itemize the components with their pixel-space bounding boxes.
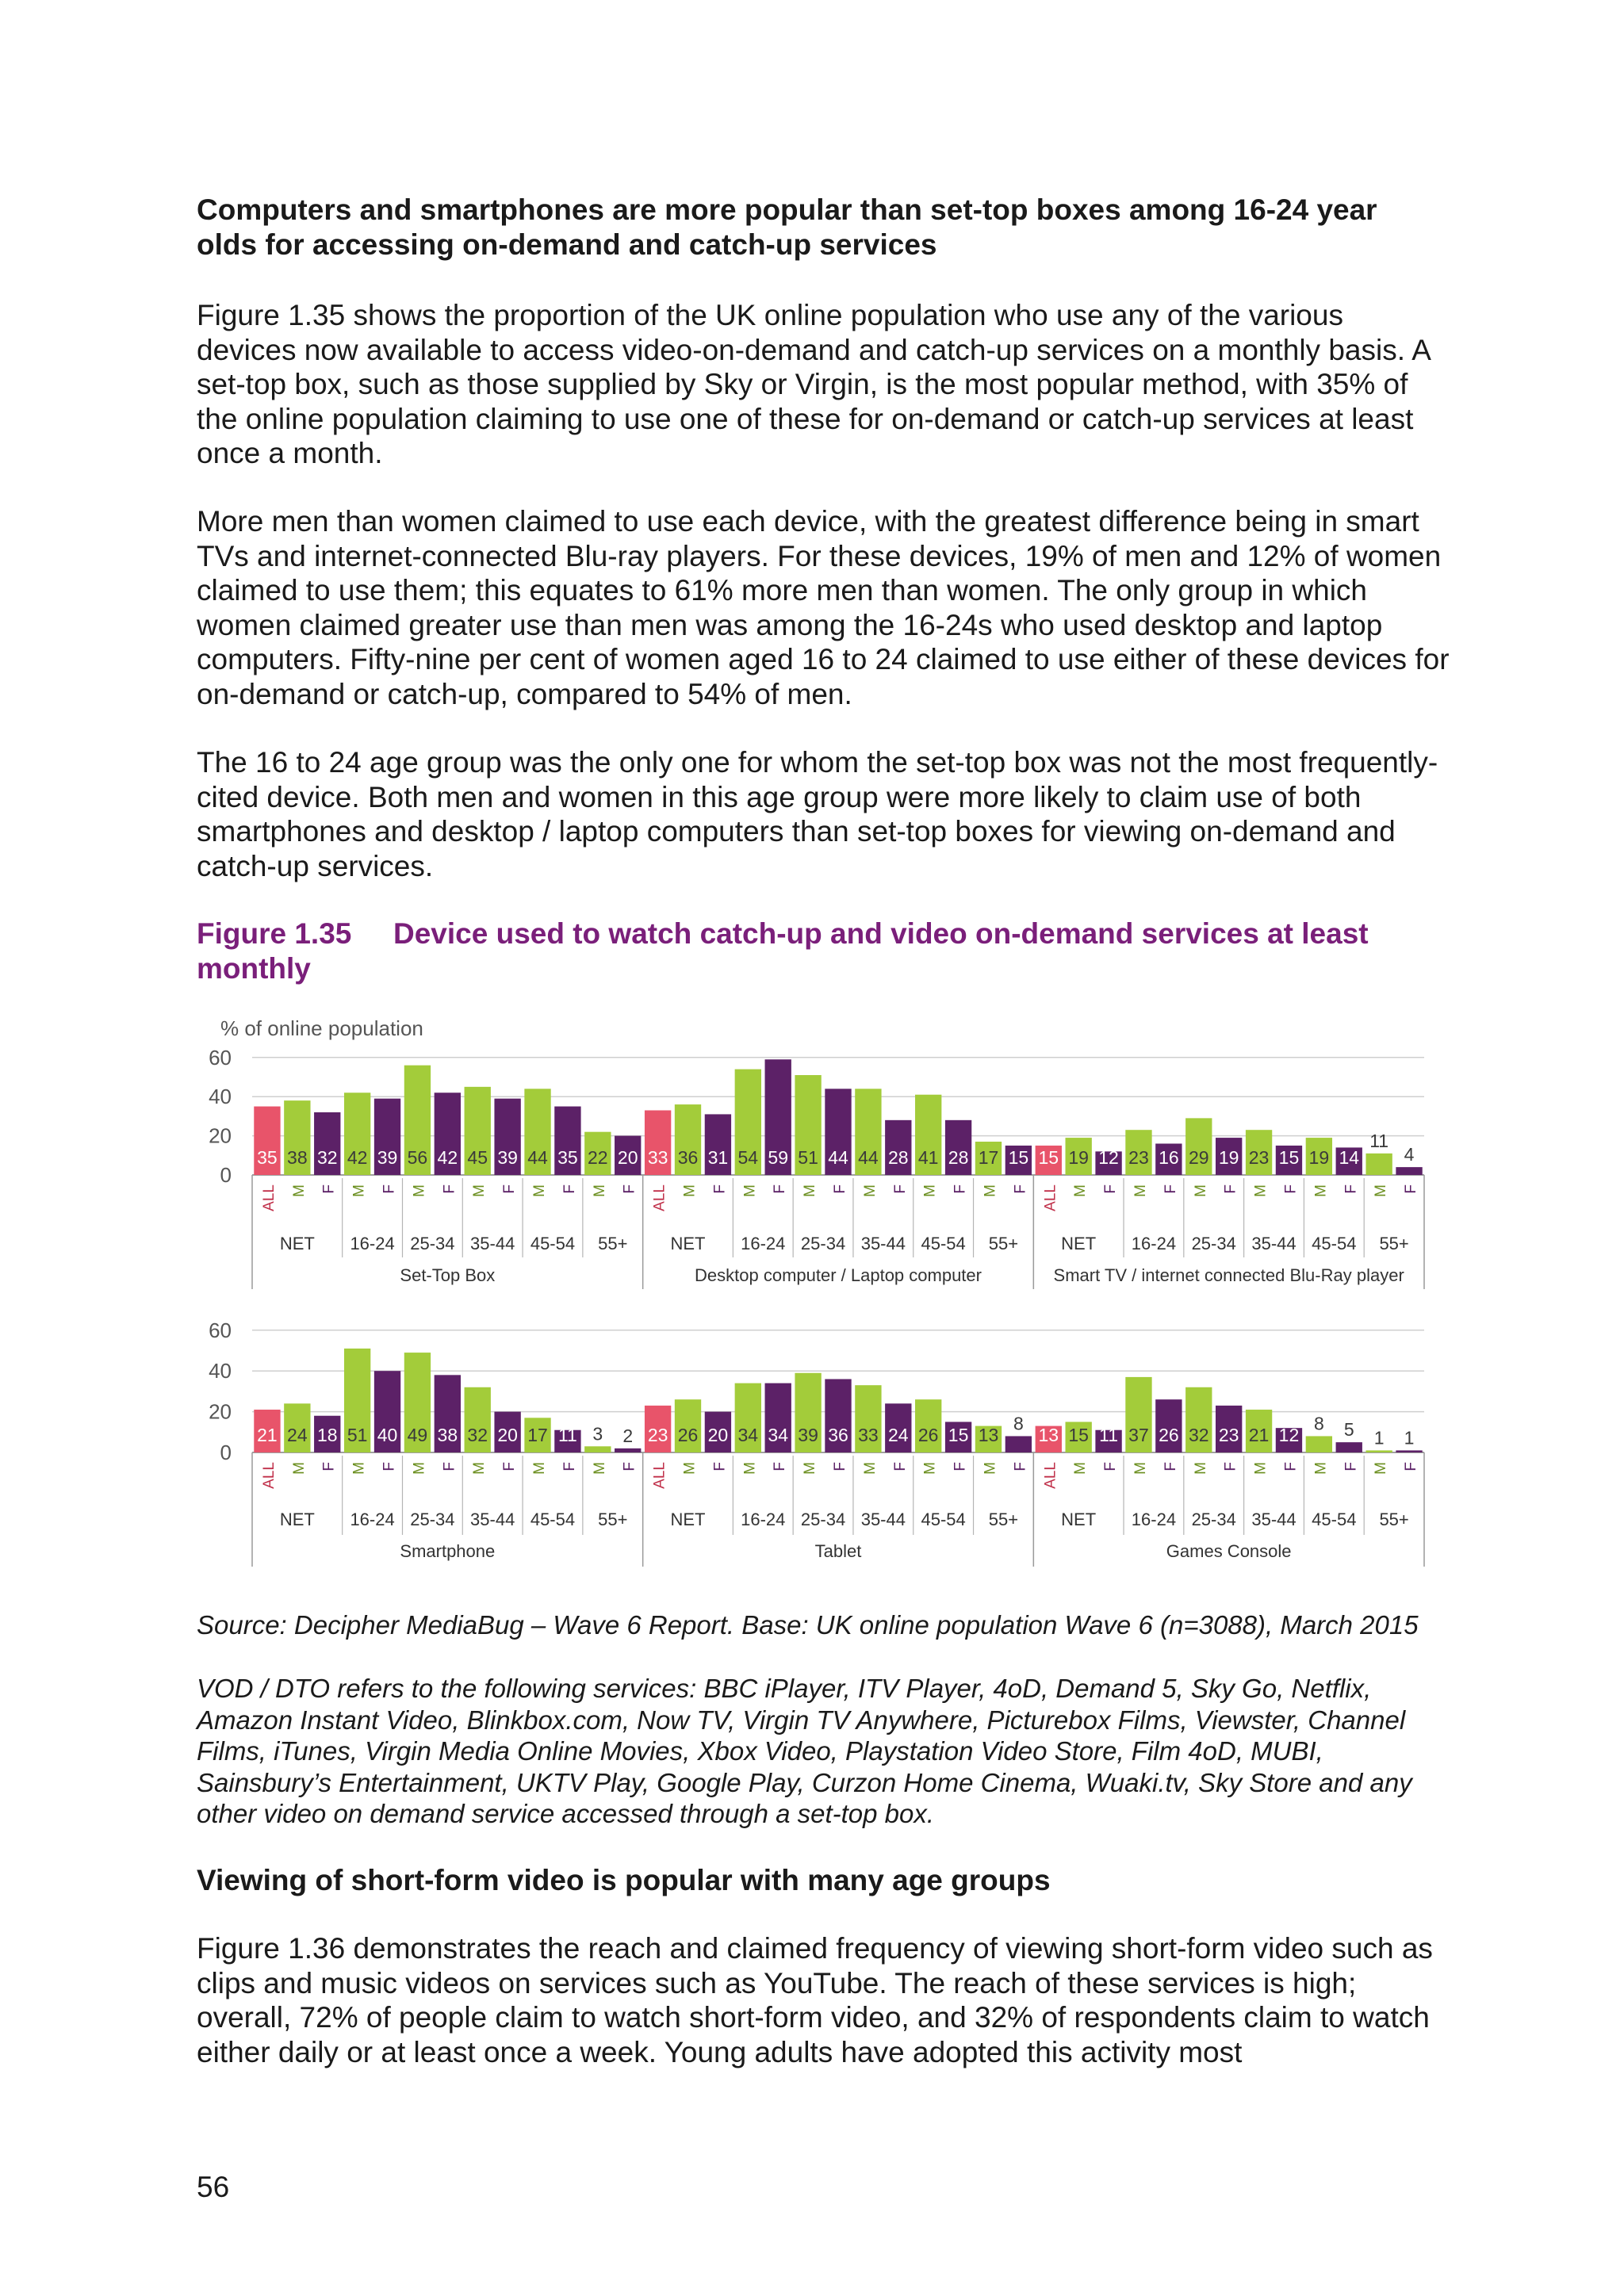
data-label: 24 xyxy=(887,1425,909,1445)
data-label: 56 xyxy=(407,1147,428,1168)
bar-category-label: F xyxy=(1222,1184,1239,1194)
age-group-label: 45-54 xyxy=(1312,1234,1357,1253)
data-label: 26 xyxy=(677,1425,699,1445)
bar-category-label: M xyxy=(471,1462,488,1475)
data-label: 19 xyxy=(1068,1147,1089,1168)
y-tick-label: 40 xyxy=(209,1085,232,1109)
data-label: 38 xyxy=(437,1425,458,1445)
age-group-label: 45-54 xyxy=(921,1234,966,1253)
bar-category-label: M xyxy=(1132,1462,1149,1475)
data-label: 32 xyxy=(1188,1425,1209,1445)
bar-category-label: F xyxy=(441,1184,458,1194)
bar-category-label: M xyxy=(681,1462,699,1475)
data-label: 19 xyxy=(1308,1147,1330,1168)
bar-category-label: ALL xyxy=(260,1462,278,1489)
data-label: 23 xyxy=(1248,1147,1270,1168)
chart-svg xyxy=(197,1007,1434,1292)
age-group-label: 25-34 xyxy=(800,1510,846,1529)
data-label: 36 xyxy=(828,1425,848,1445)
bar-category-label: ALL xyxy=(1042,1184,1059,1211)
y-tick-label: 20 xyxy=(209,1399,232,1424)
data-label: 51 xyxy=(347,1425,368,1445)
bar-category-label: F xyxy=(381,1462,398,1471)
bar-category-label: M xyxy=(1373,1462,1390,1475)
data-label: 15 xyxy=(948,1425,969,1445)
age-group-label: NET xyxy=(670,1510,706,1529)
data-label: 8 xyxy=(1013,1413,1024,1434)
data-label: 51 xyxy=(798,1147,818,1168)
bar-category-label: F xyxy=(891,1462,909,1471)
bar-category-label: M xyxy=(861,1184,879,1197)
data-label: 13 xyxy=(1038,1425,1059,1445)
data-label: 38 xyxy=(287,1147,308,1168)
data-label: 8 xyxy=(1313,1413,1324,1434)
age-group-label: 25-34 xyxy=(1191,1234,1236,1253)
bar-category-label: M xyxy=(681,1184,699,1197)
age-group-label: 25-34 xyxy=(800,1234,846,1253)
bar-category-label: M xyxy=(411,1184,428,1197)
bar-category-label: M xyxy=(1312,1462,1330,1475)
age-group-label: 35-44 xyxy=(1251,1234,1297,1253)
bar-category-label: F xyxy=(561,1462,578,1471)
bar-category-label: F xyxy=(952,1462,969,1471)
bar-category-label: F xyxy=(1342,1462,1360,1471)
bar-category-label: M xyxy=(982,1462,999,1475)
bar-category-label: F xyxy=(832,1184,848,1194)
bar-category-label: F xyxy=(501,1184,519,1194)
age-group-label: 16-24 xyxy=(741,1510,786,1529)
bar-category-label: F xyxy=(621,1462,638,1471)
age-group-label: 55+ xyxy=(598,1234,628,1253)
data-label: 4 xyxy=(1404,1144,1415,1165)
body-paragraph: The 16 to 24 age group was the only one for whom the set-top box was not the most frequently-cited device. Both men and women in this age group were more likely to claim use of both smartphones and desktop / laptop computers than set-top boxes for viewing on-demand and catch-up services. xyxy=(197,746,1438,882)
data-label: 15 xyxy=(1278,1147,1300,1168)
bar-category-label: M xyxy=(1252,1184,1270,1197)
data-label: 26 xyxy=(917,1425,939,1445)
data-label: 36 xyxy=(677,1147,699,1168)
bar-category-label: F xyxy=(1012,1462,1029,1471)
data-label: 26 xyxy=(1159,1425,1179,1445)
body-paragraph: More men than women claimed to use each device, with the greatest difference being in smart TVs and internet-connected Blu-ray players. For these devices, 19% of men and 12% of women claimed to use them; this equates to 61% more men than women. The only group in which women claimed greater use than men was among the 16-24s who used desktop and laptop computers. Fifty-nine per cent of women aged 16 to 24 claimed to use either of these devices for on-demand or catch-up, compared to 54% of men. xyxy=(197,505,1450,710)
data-label: 34 xyxy=(768,1425,789,1445)
age-group-label: 35-44 xyxy=(860,1234,906,1253)
age-group-label: 25-34 xyxy=(410,1510,455,1529)
data-label: 17 xyxy=(978,1147,999,1168)
bar xyxy=(1396,1450,1422,1452)
data-label: 12 xyxy=(1278,1425,1300,1445)
bar-category-label: M xyxy=(591,1184,608,1197)
bar-category-label: M xyxy=(1192,1184,1209,1197)
data-label: 32 xyxy=(467,1425,488,1445)
data-label: 34 xyxy=(737,1425,759,1445)
y-axis-label: % of online population xyxy=(220,1016,423,1040)
figure-number: Figure 1.35 xyxy=(197,917,352,950)
bar-category-label: F xyxy=(1102,1184,1120,1194)
data-label: 11 xyxy=(557,1425,577,1445)
data-label: 20 xyxy=(707,1425,729,1445)
bar-category-label: M xyxy=(1132,1184,1149,1197)
age-group-label: 16-24 xyxy=(350,1234,395,1253)
bar-category-label: M xyxy=(290,1462,308,1475)
device-label: Smartphone xyxy=(400,1541,496,1561)
bar-category-label: F xyxy=(952,1184,969,1194)
bar-chart-top xyxy=(197,1007,1434,1292)
data-label: 35 xyxy=(257,1147,278,1168)
bar-category-label: F xyxy=(832,1462,848,1471)
bar-category-label: M xyxy=(350,1462,368,1475)
age-group-label: 16-24 xyxy=(1131,1234,1177,1253)
bar xyxy=(1306,1436,1332,1452)
body-paragraph: Figure 1.35 shows the proportion of the UK online population who use any of the various devices now available to access video-on-demand and catch-up services on a monthly basis. A set-top box, such as those supplied by Sky or Virgin, is the most popular method, with 35% of the online population claiming to use one of these for on-demand or catch-up services at least once a month. xyxy=(197,299,1430,469)
data-label: 15 xyxy=(1038,1147,1059,1168)
data-label: 23 xyxy=(647,1425,668,1445)
bar-category-label: F xyxy=(1162,1462,1179,1471)
bar-category-label: M xyxy=(802,1184,819,1197)
data-label: 19 xyxy=(1218,1147,1239,1168)
bar-category-label: M xyxy=(741,1184,759,1197)
bar-category-label: F xyxy=(772,1184,789,1194)
device-label: Tablet xyxy=(814,1541,862,1561)
age-group-label: NET xyxy=(670,1234,706,1253)
data-label: 17 xyxy=(527,1425,548,1445)
data-label: 39 xyxy=(377,1147,398,1168)
bar-category-label: F xyxy=(1222,1462,1239,1471)
bar-category-label: F xyxy=(772,1462,789,1471)
bar-category-label: M xyxy=(921,1462,939,1475)
bar-category-label: M xyxy=(802,1462,819,1475)
figure-title xyxy=(197,916,1434,986)
bar-category-label: F xyxy=(320,1184,338,1194)
age-group-label: 55+ xyxy=(598,1510,628,1529)
data-label: 21 xyxy=(257,1425,278,1445)
data-label: 23 xyxy=(1218,1425,1239,1445)
vod-note: VOD / DTO refers to the following services: BBC iPlayer, ITV Player, 4oD, Demand 5, Sky Go, Netflix, Amazon Instant Video, Blinkbox.com, Now TV, Virgin TV Anywhere, Picturebox Films, Viewster, Channel Films, iTunes, Virgin Media Online Movies, Xbox Video, Playstation Video Store, Film 4oD, MUBI, Sainsbury’s Entertainment, UKTV Play, Google Play, Curzon Home Cinema, Wuaki.tv, Sky Store and any other video on demand service accessed through a set-top box. xyxy=(197,1674,1412,1828)
bar-category-label: F xyxy=(711,1184,729,1194)
bar-category-label: F xyxy=(891,1184,909,1194)
bar-category-label: M xyxy=(982,1184,999,1197)
age-group-label: 25-34 xyxy=(1191,1510,1236,1529)
section-heading: Viewing of short-form video is popular with many age groups xyxy=(197,1864,1051,1896)
bar-category-label: F xyxy=(1342,1184,1360,1194)
data-label: 44 xyxy=(858,1147,879,1168)
bar-category-label: F xyxy=(1282,1462,1300,1471)
chart-svg xyxy=(197,1308,1434,1570)
data-label: 11 xyxy=(1099,1425,1119,1445)
bar-category-label: ALL xyxy=(260,1184,278,1211)
bar-category-label: ALL xyxy=(651,1462,668,1489)
data-label: 28 xyxy=(948,1147,969,1168)
age-group-label: 45-54 xyxy=(530,1510,576,1529)
bar-category-label: F xyxy=(711,1462,729,1471)
data-label: 23 xyxy=(1128,1147,1149,1168)
y-tick-label: 60 xyxy=(209,1045,232,1070)
data-label: 1 xyxy=(1373,1427,1385,1448)
bar-category-label: M xyxy=(1252,1462,1270,1475)
bar-category-label: M xyxy=(741,1462,759,1475)
bar-category-label: M xyxy=(921,1184,939,1197)
bar-category-label: M xyxy=(531,1184,549,1197)
bar xyxy=(584,1446,611,1452)
age-group-label: 35-44 xyxy=(1251,1510,1297,1529)
data-label: 1 xyxy=(1404,1427,1415,1448)
body-paragraph: Figure 1.36 demonstrates the reach and claimed frequency of viewing short-form video such as clips and music videos on services such as YouTube. The reach of these services is high; overall, 72% of people claim to watch short-form video, and 32% of respondents claim to watch either daily or at least once a week. Young adults have adopted this activity most xyxy=(197,1932,1433,2068)
bar-category-label: F xyxy=(381,1184,398,1194)
y-tick-label: 0 xyxy=(220,1163,232,1187)
age-group-label: 45-54 xyxy=(530,1234,576,1253)
bar xyxy=(1365,1450,1392,1452)
data-label: 41 xyxy=(917,1147,939,1168)
data-label: 29 xyxy=(1188,1147,1209,1168)
data-label: 33 xyxy=(647,1147,668,1168)
data-label: 40 xyxy=(377,1425,398,1445)
age-group-label: 35-44 xyxy=(470,1510,515,1529)
age-group-label: 35-44 xyxy=(470,1234,515,1253)
bar xyxy=(615,1448,641,1452)
age-group-label: 16-24 xyxy=(350,1510,395,1529)
bar-category-label: F xyxy=(1403,1184,1420,1194)
age-group-label: 55+ xyxy=(1379,1510,1409,1529)
y-tick-label: 40 xyxy=(209,1359,232,1383)
bar-category-label: M xyxy=(1072,1462,1090,1475)
age-group-label: 16-24 xyxy=(1131,1510,1177,1529)
data-label: 35 xyxy=(557,1147,578,1168)
data-label: 20 xyxy=(497,1425,518,1445)
bar-category-label: M xyxy=(1373,1184,1390,1197)
bar-category-label: F xyxy=(320,1462,338,1471)
bar-category-label: F xyxy=(1102,1462,1120,1471)
bar-category-label: F xyxy=(441,1462,458,1471)
bar xyxy=(1396,1167,1422,1175)
bar-category-label: M xyxy=(591,1462,608,1475)
data-label: 33 xyxy=(858,1425,879,1445)
y-tick-label: 20 xyxy=(209,1123,232,1148)
source-note: Source: Decipher MediaBug – Wave 6 Report. Base: UK online population Wave 6 (n=3088), March 2015 xyxy=(197,1610,1419,1640)
data-label: 11 xyxy=(1369,1130,1389,1151)
bar-category-label: F xyxy=(1162,1184,1179,1194)
data-label: 44 xyxy=(828,1147,848,1168)
y-tick-label: 60 xyxy=(209,1318,232,1342)
data-label: 45 xyxy=(467,1147,488,1168)
figure-caption: Device used to watch catch-up and video on-demand services at least monthly xyxy=(197,917,1369,985)
data-label: 24 xyxy=(287,1425,308,1445)
age-group-label: 16-24 xyxy=(741,1234,786,1253)
bar xyxy=(1005,1436,1032,1452)
data-label: 15 xyxy=(1068,1425,1089,1445)
data-label: 37 xyxy=(1128,1425,1149,1445)
data-label: 2 xyxy=(622,1425,634,1446)
data-label: 49 xyxy=(407,1425,428,1445)
data-label: 28 xyxy=(887,1147,909,1168)
data-label: 14 xyxy=(1339,1147,1360,1168)
age-group-label: 55+ xyxy=(988,1510,1019,1529)
data-label: 32 xyxy=(316,1147,338,1168)
data-label: 20 xyxy=(617,1147,638,1168)
device-label: Smart TV / internet connected Blu-Ray player xyxy=(1053,1265,1404,1285)
device-label: Set-Top Box xyxy=(400,1265,496,1285)
age-group-label: NET xyxy=(279,1510,315,1529)
age-group-label: 35-44 xyxy=(860,1510,906,1529)
age-group-label: NET xyxy=(279,1234,315,1253)
device-label: Games Console xyxy=(1166,1541,1292,1561)
bar xyxy=(1365,1154,1392,1175)
bar-category-label: ALL xyxy=(1042,1462,1059,1489)
device-label: Desktop computer / Laptop computer xyxy=(695,1265,982,1285)
age-group-label: 55+ xyxy=(1379,1234,1409,1253)
data-label: 16 xyxy=(1159,1147,1179,1168)
y-tick-label: 0 xyxy=(220,1441,232,1464)
bar-category-label: F xyxy=(1282,1184,1300,1194)
bar-category-label: F xyxy=(1012,1184,1029,1194)
data-label: 22 xyxy=(588,1147,608,1168)
data-label: 12 xyxy=(1098,1147,1119,1168)
data-label: 21 xyxy=(1248,1425,1270,1445)
bar-chart-bottom xyxy=(197,1308,1434,1570)
age-group-label: 45-54 xyxy=(1312,1510,1357,1529)
data-label: 5 xyxy=(1343,1419,1354,1441)
bar-category-label: M xyxy=(471,1184,488,1197)
bar-category-label: M xyxy=(290,1184,308,1197)
bar-category-label: F xyxy=(621,1184,638,1194)
bar-category-label: M xyxy=(1072,1184,1090,1197)
age-group-label: 25-34 xyxy=(410,1234,455,1253)
age-group-label: NET xyxy=(1061,1510,1097,1529)
data-label: 13 xyxy=(978,1425,999,1445)
bar-category-label: M xyxy=(861,1462,879,1475)
bar-category-label: F xyxy=(561,1184,578,1194)
bar-category-label: M xyxy=(531,1462,549,1475)
bar-category-label: M xyxy=(350,1184,368,1197)
age-group-label: NET xyxy=(1061,1234,1097,1253)
age-group-label: 45-54 xyxy=(921,1510,966,1529)
data-label: 31 xyxy=(707,1147,729,1168)
data-label: 18 xyxy=(316,1425,338,1445)
bar-category-label: M xyxy=(1192,1462,1209,1475)
data-label: 39 xyxy=(497,1147,518,1168)
data-label: 44 xyxy=(527,1147,548,1168)
bar xyxy=(1336,1442,1362,1452)
data-label: 42 xyxy=(347,1147,368,1168)
bar-category-label: ALL xyxy=(651,1184,668,1211)
data-label: 3 xyxy=(592,1423,603,1445)
bar-category-label: M xyxy=(1312,1184,1330,1197)
data-label: 15 xyxy=(1008,1147,1029,1168)
data-label: 42 xyxy=(437,1147,458,1168)
bar-category-label: F xyxy=(1403,1462,1420,1471)
section-heading: Computers and smartphones are more popular than set-top boxes among 16-24 year olds for accessing on-demand and catch-up services xyxy=(197,193,1377,261)
page-number: 56 xyxy=(197,2171,230,2203)
bar-category-label: F xyxy=(501,1462,519,1471)
data-label: 39 xyxy=(798,1425,818,1445)
data-label: 59 xyxy=(768,1147,789,1168)
bar-category-label: M xyxy=(411,1462,428,1475)
data-label: 54 xyxy=(737,1147,759,1168)
age-group-label: 55+ xyxy=(988,1234,1019,1253)
